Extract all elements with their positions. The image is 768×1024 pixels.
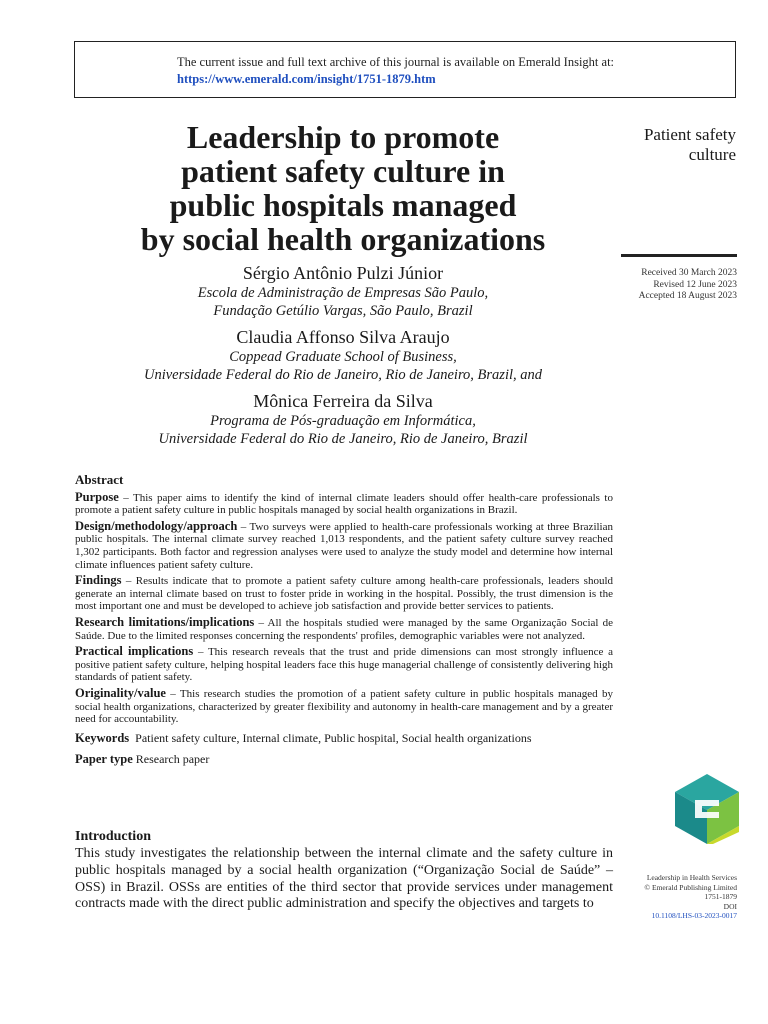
margin-rule bbox=[621, 254, 737, 257]
introduction-text: This study investigates the relationship between the internal climate and the safety culture in public hospitals managed by a social health organization (“Organização Social de Saúde” – OSS) in Brazil. OSSs are entities of the third sector that provide services under management contracts made with the direct public administration and specify the objectives and targets to bbox=[75, 846, 613, 912]
revised-date: Revised 12 June 2023 bbox=[653, 279, 737, 290]
running-head-line: culture bbox=[688, 145, 736, 164]
abstract-dash: – bbox=[121, 575, 136, 588]
journal-banner bbox=[74, 41, 736, 98]
keywords-line bbox=[75, 732, 613, 745]
author-name: Mônica Ferreira da Silva bbox=[253, 391, 433, 411]
abstract-text: Results indicate that to promote a patient safety culture among health-care professionals, leaders should generate an internal climate based on trust to foster pride in working in the hospital. Possibly, the trust dimension is the most important one and must be developed to achieve job satisfaction and provide better services to patients. bbox=[75, 575, 614, 613]
doi-link[interactable]: 10.1108/LHS-03-2023-0017 bbox=[651, 911, 737, 920]
accepted-date: Accepted 18 August 2023 bbox=[638, 291, 737, 301]
abstract-label: Research limitations/implications bbox=[75, 614, 255, 629]
abstract-label: Design/methodology/approach bbox=[75, 518, 238, 533]
abstract-originality bbox=[75, 687, 613, 726]
author-affiliation: Universidade Federal do Rio de Janeiro, Rio de Janeiro, Brazil bbox=[158, 431, 528, 447]
received-date: Received 30 March 2023 bbox=[641, 268, 737, 278]
abstract-dash: – bbox=[193, 646, 208, 659]
author-affiliation: Coppead Graduate School of Business, bbox=[229, 349, 457, 365]
abstract-limitations bbox=[75, 616, 613, 642]
abstract-text: This paper aims to identify the kind of internal climate leaders should offer health-care professionals to promote a patient safety culture in public hospitals managed by social health organizations in Brazil. bbox=[75, 491, 613, 517]
paper-type-label: Paper type bbox=[75, 752, 133, 767]
abstract-heading: Abstract bbox=[75, 472, 124, 487]
title-line: by social health organizations bbox=[140, 221, 546, 257]
title-line: public hospitals managed bbox=[169, 187, 517, 223]
abstract-label: Findings bbox=[75, 573, 122, 588]
author-affiliation: Escola de Administração de Empresas São Paulo, bbox=[197, 285, 489, 301]
abstract-findings bbox=[75, 574, 613, 613]
abstract-dash: – bbox=[165, 687, 180, 700]
abstract-text: Two surveys were applied to health-care professionals working at three Brazilian public hospitals. The internal climate survey reached 1,013 respondents, and the patient safety culture survey reached 1,302 participants. Both factor and regression analyses were used to analyze the study model and determine how internal climate influences patient safety culture. bbox=[75, 520, 613, 571]
author-affiliation: Programa de Pós-graduação em Informática, bbox=[210, 413, 476, 429]
article-title bbox=[100, 120, 586, 256]
author-block bbox=[80, 326, 606, 384]
keywords-text: Patient safety culture, Internal climate, Public hospital, Social health organizations bbox=[135, 730, 532, 745]
author-affiliation: Fundação Getúlio Vargas, São Paulo, Brazil bbox=[213, 303, 473, 319]
abstract-text: This research reveals that the trust and pride dimensions can most strongly influence a positive patient safety culture, helping hospital leaders face this huge managerial challenge of consistently delivering high standards of patient safety. bbox=[75, 646, 613, 684]
author-block bbox=[80, 390, 606, 448]
paper-type-text: Research paper bbox=[135, 752, 210, 767]
abstract-label: Purpose bbox=[75, 489, 119, 504]
abstract-practical bbox=[75, 645, 613, 684]
abstract-dash: – bbox=[237, 520, 250, 533]
journal-info bbox=[596, 873, 737, 921]
abstract-purpose bbox=[75, 491, 613, 517]
abstract-design bbox=[75, 520, 613, 571]
abstract-section bbox=[75, 474, 613, 766]
abstract-text: This research studies the promotion of a patient safety culture in public hospitals managed by social health organizations, characterized by greater flexibility and autonomy in health-care management and by a greater need for accountability. bbox=[75, 687, 613, 726]
author-name: Claudia Affonso Silva Araujo bbox=[236, 327, 450, 347]
doi-label: DOI bbox=[723, 901, 737, 911]
journal-name: Leadership in Health Services bbox=[646, 873, 737, 882]
journal-url-link[interactable]: https://www.emerald.com/insight/1751-1879.htm bbox=[177, 72, 436, 86]
doi-line bbox=[596, 902, 737, 921]
publisher: © Emerald Publishing Limited bbox=[644, 882, 737, 892]
author-block bbox=[80, 262, 606, 320]
running-head bbox=[596, 125, 736, 165]
issn: 1751-1879 bbox=[704, 892, 737, 901]
title-line: Leadership to promote bbox=[186, 119, 500, 155]
abstract-text: All the hospitals studied were managed by the same Organização Social de Saúde. Due to the limited responses concerning the respondents' profiles, demographic variables were not analyzed. bbox=[75, 616, 613, 642]
author-name: Sérgio Antônio Pulzi Júnior bbox=[242, 263, 444, 283]
keywords-label: Keywords bbox=[75, 730, 130, 745]
abstract-label: Practical implications bbox=[75, 644, 194, 659]
article-dates bbox=[596, 268, 737, 303]
introduction-section bbox=[75, 829, 613, 913]
emerald-logo-icon bbox=[675, 774, 739, 844]
abstract-label: Originality/value bbox=[75, 685, 166, 700]
abstract-dash: – bbox=[118, 491, 134, 504]
running-head-line: Patient safety bbox=[643, 125, 736, 144]
banner-text: The current issue and full text archive of this journal is available on Emerald Insight at: bbox=[177, 55, 615, 69]
paper-type-line bbox=[75, 753, 613, 766]
authors-list bbox=[80, 262, 606, 448]
abstract-dash: – bbox=[254, 616, 268, 629]
title-line: patient safety culture in bbox=[181, 153, 505, 189]
introduction-heading: Introduction bbox=[75, 829, 151, 844]
author-affiliation: Universidade Federal do Rio de Janeiro, Rio de Janeiro, Brazil, and bbox=[144, 367, 542, 383]
